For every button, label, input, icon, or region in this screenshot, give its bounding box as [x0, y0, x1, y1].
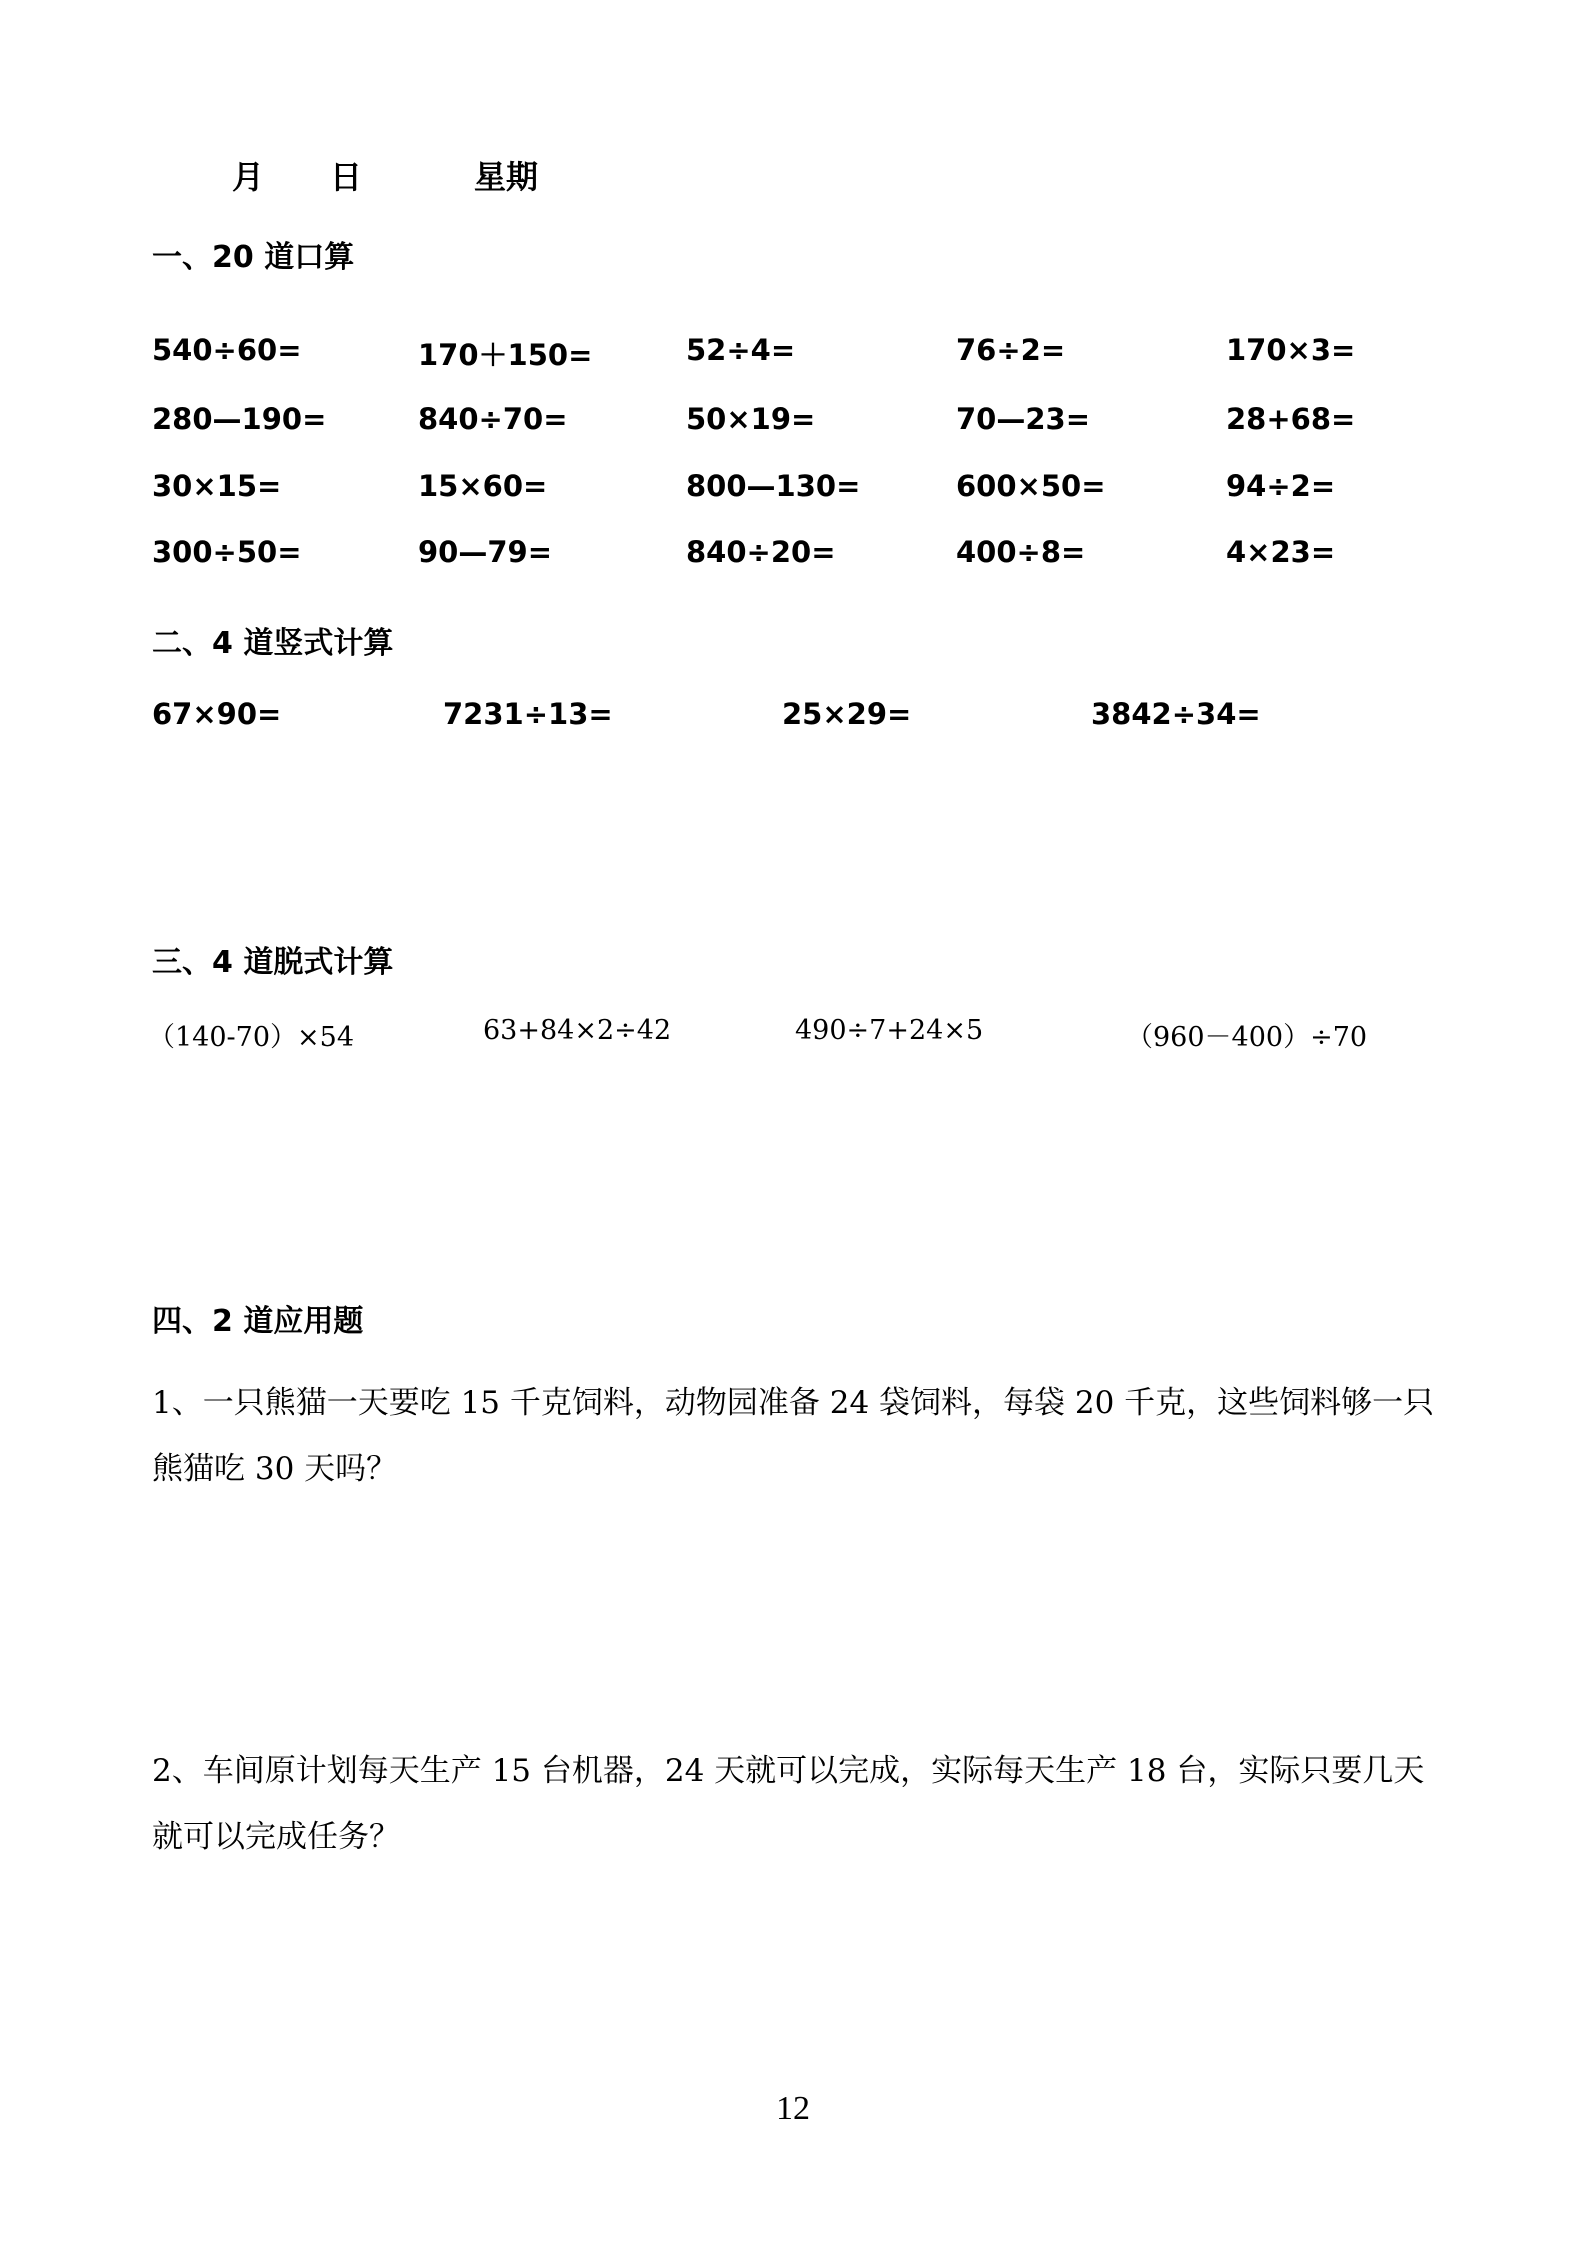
oral-calc-item: 94÷2=: [1226, 469, 1336, 503]
oral-calc-item: 840÷20=: [686, 535, 836, 569]
section1-title: 一、20 道口算: [152, 240, 355, 275]
step-calc-item: 63+84×2÷42: [483, 1015, 672, 1046]
oral-calc-item: 600×50=: [956, 469, 1106, 503]
vertical-calc-item: 7231÷13=: [443, 697, 613, 731]
oral-calc-item: 170＋150=: [418, 338, 593, 372]
oral-calc-item: 170×3=: [1226, 333, 1356, 367]
header-weekday-label: 星期: [474, 158, 539, 196]
word-problem-2: 2、车间原计划每天生产 15 台机器，24 天就可以完成，实际每天生产 18 台，实际只要几天就可以完成任务？: [152, 1753, 1425, 1855]
vertical-calc-item: 25×29=: [782, 697, 912, 731]
vertical-calc-item: 3842÷34=: [1091, 697, 1261, 731]
page-number: 12: [776, 2090, 810, 2127]
oral-calc-item: 76÷2=: [956, 333, 1066, 367]
oral-calc-item: 840÷70=: [418, 402, 568, 436]
vertical-calc-item: 67×90=: [152, 697, 282, 731]
oral-calc-item: 28+68=: [1226, 402, 1356, 436]
section2-title: 二、4 道竖式计算: [152, 626, 394, 661]
oral-calc-item: 280—190=: [152, 402, 327, 436]
section4-title: 四、2 道应用题: [152, 1304, 364, 1339]
oral-calc-item: 300÷50=: [152, 535, 302, 569]
section3-title: 三、4 道脱式计算: [152, 945, 394, 980]
word-problem-1: 1、一只熊猫一天要吃 15 千克饲料，动物园准备 24 袋饲料，每袋 20 千克，这些饲料够一只熊猫吃 30 天吗？: [152, 1385, 1435, 1487]
step-calc-item: 490÷7+24×5: [795, 1015, 984, 1046]
oral-calc-item: 800—130=: [686, 469, 861, 503]
oral-calc-item: 90—79=: [418, 535, 553, 569]
step-calc-item: （960－400）÷70: [1126, 1022, 1368, 1053]
oral-calc-item: 4×23=: [1226, 535, 1336, 569]
oral-calc-item: 52÷4=: [686, 333, 796, 367]
oral-calc-item: 15×60=: [418, 469, 548, 503]
oral-calc-item: 70—23=: [956, 402, 1091, 436]
step-calc-item: （140-70）×54: [148, 1022, 354, 1053]
header-month-label: 月: [232, 158, 265, 196]
oral-calc-item: 400÷8=: [956, 535, 1086, 569]
oral-calc-item: 540÷60=: [152, 333, 302, 367]
oral-calc-item: 50×19=: [686, 402, 816, 436]
header-day-label: 日: [330, 158, 363, 196]
oral-calc-item: 30×15=: [152, 469, 282, 503]
